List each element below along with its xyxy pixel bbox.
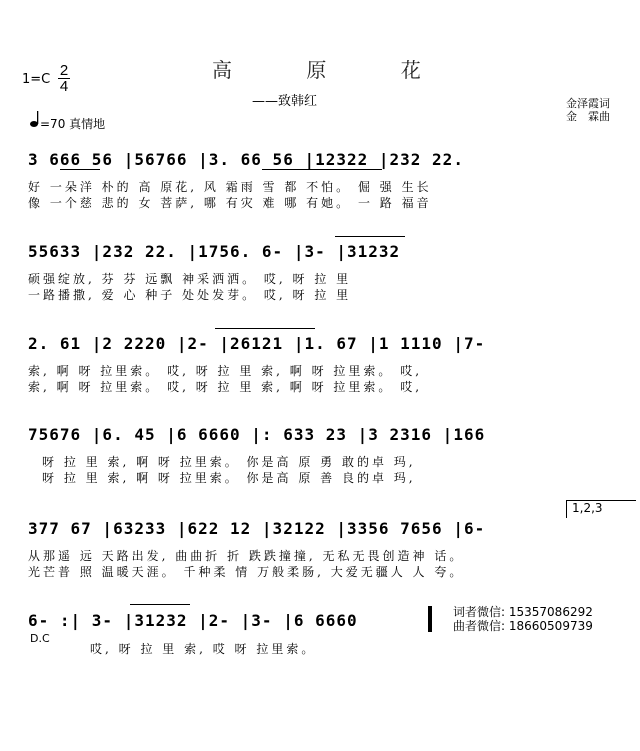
tie-line [130, 604, 190, 605]
contact-lyricist-value: 15357086292 [508, 605, 593, 619]
lyricist-credit: 金泽霞词 [566, 97, 610, 110]
da-capo-marking: D.C [30, 632, 50, 645]
volta-label: 1,2,3 [572, 501, 603, 515]
notes-row-5: 377 67 |63233 |622 12 |32122 |3356 7656 |6- [28, 519, 486, 538]
contact-lyricist [453, 606, 593, 619]
song-subtitle: ——致韩红 [252, 94, 318, 109]
lyric-row-4-verse-1: 呀 拉 里 索, 啊 呀 拉里索。 你是高 原 勇 敢的卓 玛, [42, 455, 416, 469]
lyric-row-2-verse-1: 硕强绽放, 芬 芬 远飘 神采洒洒。 哎, 呀 拉 里 [28, 272, 352, 286]
contact-lyricist-label: 词者微信: [453, 605, 506, 619]
lyric-row-5-verse-2: 光芒普 照 温暖天涯。 千种柔 情 万般柔肠, 大爱无疆人 人 夸。 [28, 565, 465, 579]
lyric-row-2-verse-2: 一路播撒, 爱 心 种子 处处发芽。 哎, 呀 拉 里 [28, 288, 352, 302]
notes-row-3: 2. 61 |2 2220 |2- |26121 |1. 67 |1 1110 |7- [28, 334, 486, 353]
song-title: 高 原 花 [212, 58, 455, 82]
notes-row-6: 6- :| 3- |31232 |2- |3- |6 6660 [28, 611, 358, 630]
lyric-row-1-verse-1: 好 一朵洋 朴的 高 原花, 风 霜雨 雪 都 不怕。 倔 强 生长 [28, 180, 432, 194]
tie-line [335, 236, 405, 237]
lyric-row-1-verse-2: 像 一个慈 悲的 女 菩萨, 哪 有灾 难 哪 有她。 一 路 福音 [28, 196, 432, 210]
final-barline [428, 606, 432, 632]
volta-bracket-left [566, 500, 567, 518]
lyric-row-3-verse-1: 索, 啊 呀 拉里索。 哎, 呀 拉 里 索, 啊 呀 拉里索。 哎, [28, 364, 423, 378]
quarter-note-icon [30, 110, 40, 128]
lyric-row-5-verse-1: 从那遥 远 天路出发, 曲曲折 折 跌跌撞撞, 无私无畏创造神 话。 [28, 549, 465, 563]
contact-composer [453, 620, 593, 633]
beam-line [262, 169, 382, 170]
lyric-row-6: 哎, 呀 拉 里 索, 哎 呀 拉里索。 [90, 642, 317, 656]
beam-line [60, 169, 100, 170]
lyric-row-4-verse-2: 呀 拉 里 索, 啊 呀 拉里索。 你是高 原 善 良的卓 玛, [42, 471, 416, 485]
composer-credit: 金 霖曲 [566, 110, 610, 123]
time-signature [58, 64, 70, 93]
time-signature-bottom: 4 [59, 78, 69, 95]
tempo-marking: =70 真情地 [40, 117, 106, 131]
contact-composer-label: 曲者微信: [453, 619, 506, 633]
time-signature-top: 2 [59, 62, 69, 79]
tie-line [215, 328, 315, 329]
notes-row-1: 3 666 56 |56766 |3. 66 56 |12322 |232 22. [28, 150, 464, 169]
lyric-row-3-verse-2: 索, 啊 呀 拉里索。 哎, 呀 拉 里 索, 啊 呀 拉里索。 哎, [28, 380, 423, 394]
notes-row-4: 75676 |6. 45 |6 6660 |: 633 23 |3 2316 |166 [28, 425, 486, 444]
notes-row-2: 55633 |232 22. |1756. 6- |3- |31232 [28, 242, 401, 261]
key-signature: 1=C [22, 72, 51, 87]
contact-composer-value: 18660509739 [508, 619, 593, 633]
